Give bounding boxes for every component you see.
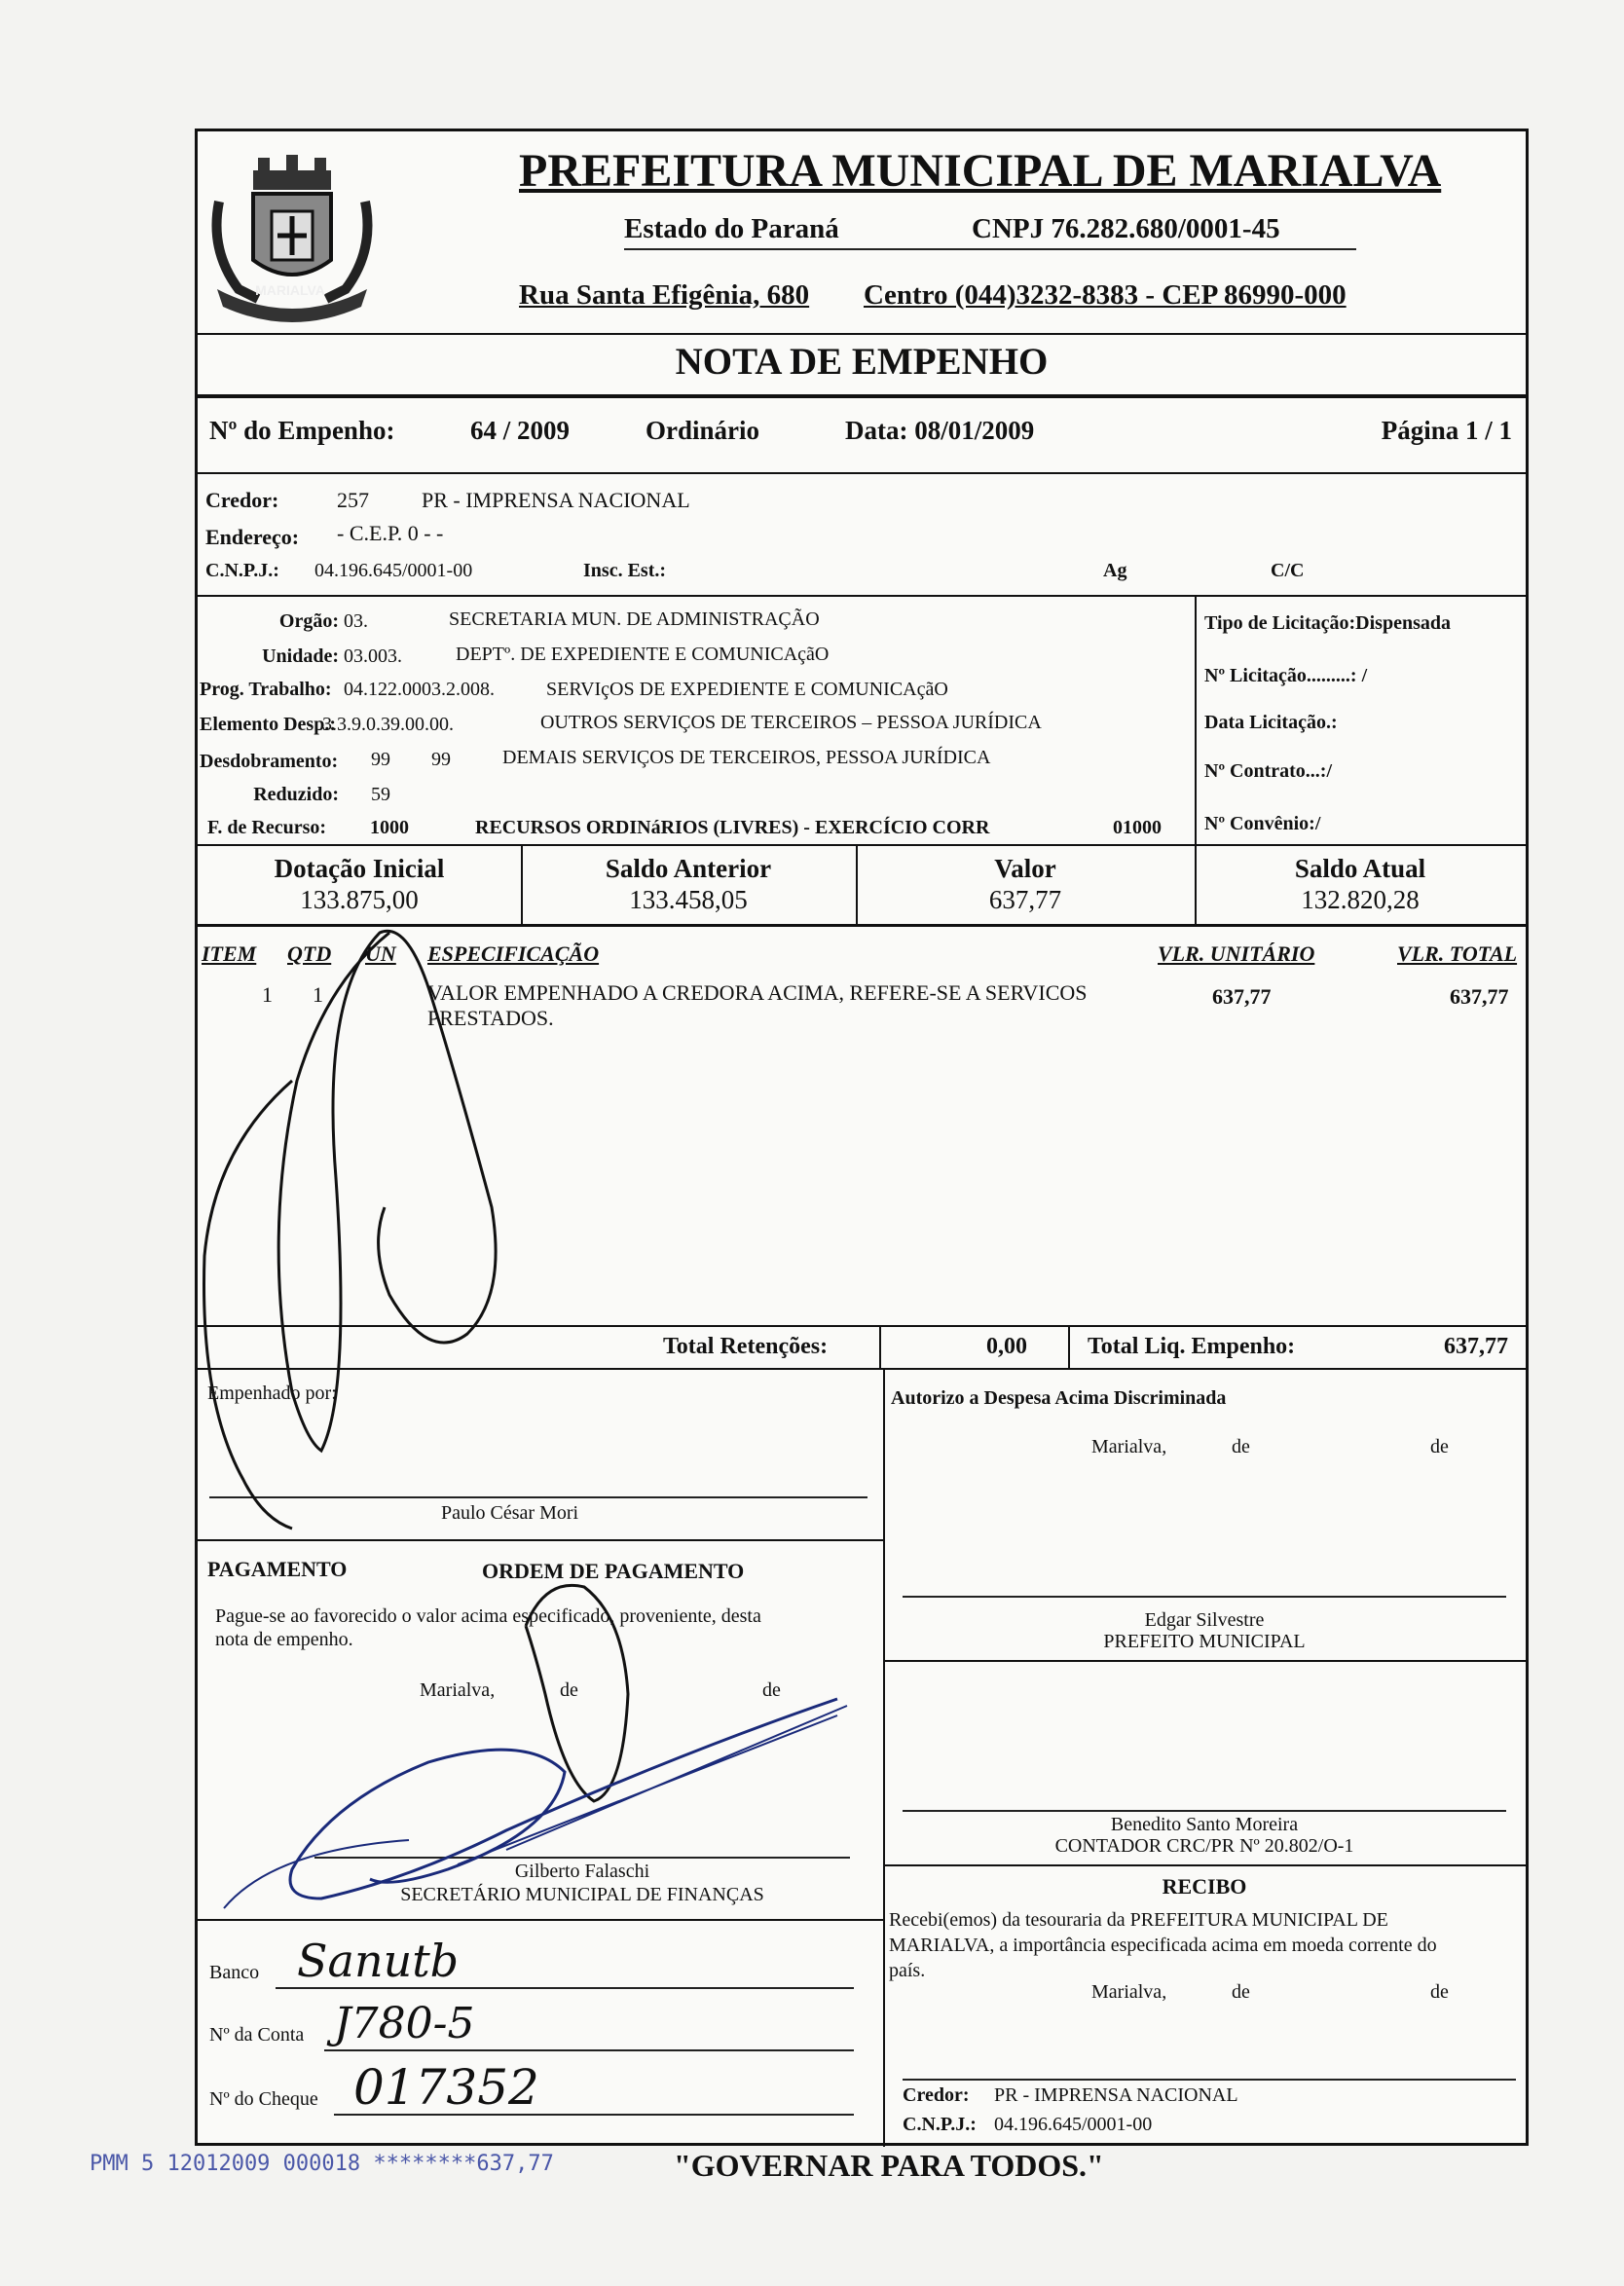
empenho-label: Nº do Empenho: xyxy=(209,416,395,445)
endereco-value: - C.E.P. 0 - - xyxy=(337,521,444,545)
secretario-title: SECRETÁRIO MUNICIPAL DE FINANÇAS xyxy=(400,1884,764,1905)
fonte-code-2: 01000 xyxy=(1113,817,1162,838)
elemento-label: Elemento Desp.: xyxy=(200,714,336,735)
cnpj-value: 04.196.645/0001-00 xyxy=(314,560,473,581)
saldo-anterior-label: Saldo Anterior xyxy=(605,854,772,883)
empenho-date: Data: 08/01/2009 xyxy=(845,416,1035,445)
conta-value: J780-5 xyxy=(334,1999,475,2048)
ordem-pagamento-label: ORDEM DE PAGAMENTO xyxy=(482,1559,745,1583)
contador-title: CONTADOR CRC/PR Nº 20.802/O-1 xyxy=(1054,1835,1354,1857)
tipo-licitacao: Tipo de Licitação:Dispensada xyxy=(1204,612,1451,634)
ordem-de-2: de xyxy=(762,1679,781,1701)
total-liquido-value: 637,77 xyxy=(1444,1334,1508,1359)
municipal-crest-logo xyxy=(200,143,385,328)
item-number: 1 xyxy=(262,982,273,1007)
recibo-text-line-2: MARIALVA, a importância especificada acima em moeda corrente do xyxy=(889,1935,1437,1956)
orgao-code: 03. xyxy=(344,610,368,632)
cnpj-header: CNPJ 76.282.680/0001-45 xyxy=(972,213,1280,244)
orgao-desc: SECRETARIA MUN. DE ADMINISTRAÇÃO xyxy=(449,608,820,630)
footer-motto: "GOVERNAR PARA TODOS." xyxy=(674,2148,1104,2183)
credor-name: PR - IMPRENSA NACIONAL xyxy=(422,488,690,512)
autorizo-de-2: de xyxy=(1430,1436,1449,1457)
unidade-desc: DEPTº. DE EXPEDIENTE E COMUNICAçãO xyxy=(456,644,830,665)
ordem-city: Marialva, xyxy=(420,1679,496,1701)
fonte-code: 1000 xyxy=(370,817,409,838)
header-address: Rua Santa Efigênia, 680 xyxy=(519,279,810,311)
cheque-value: 017352 xyxy=(353,2059,539,2116)
autorizo-label: Autorizo a Despesa Acima Discriminada xyxy=(891,1387,1227,1409)
numero-contrato: Nº Contrato...:/ xyxy=(1204,760,1333,782)
valor-value: 637,77 xyxy=(988,885,1062,914)
prefeito-title: PREFEITO MUNICIPAL xyxy=(1103,1631,1306,1652)
empenho-number: 64 / 2009 xyxy=(470,416,571,445)
banco-label: Banco xyxy=(209,1962,260,1983)
saldo-atual-label: Saldo Atual xyxy=(1294,854,1426,883)
total-liquido-label: Total Liq. Empenho: xyxy=(1088,1334,1296,1359)
state-name: Estado do Paraná xyxy=(624,213,839,244)
recibo-cnpj-label: C.N.P.J.: xyxy=(903,2114,977,2135)
recibo-cnpj-value: 04.196.645/0001-00 xyxy=(994,2114,1153,2135)
desdobramento-desc: DEMAIS SERVIÇOS DE TERCEIROS, PESSOA JURÍDICA xyxy=(502,747,991,768)
elemento-code: 3.3.9.0.39.00.00. xyxy=(322,714,454,735)
credor-label: Credor: xyxy=(205,488,279,512)
valor-label: Valor xyxy=(994,854,1056,883)
empenho-form xyxy=(195,129,1529,2146)
recibo-de-2: de xyxy=(1430,1981,1449,2003)
reduzido-label: Reduzido: xyxy=(253,784,339,805)
total-retencoes-value: 0,00 xyxy=(986,1334,1027,1359)
elemento-desc: OUTROS SERVIÇOS DE TERCEIROS – PESSOA JURÍDICA xyxy=(540,712,1042,733)
endereco-label: Endereço: xyxy=(205,525,300,549)
page-title: PREFEITURA MUNICIPAL DE MARIALVA xyxy=(519,145,1442,197)
item-description-line-2: PRESTADOS. xyxy=(427,1006,554,1030)
autorizo-city: Marialva, xyxy=(1091,1436,1167,1457)
dotacao-value: 133.875,00 xyxy=(300,885,419,914)
unidade-code: 03.003. xyxy=(344,645,402,667)
crest-ribbon-text: MARIALVA xyxy=(255,282,325,298)
item-qty: 1 xyxy=(313,982,323,1007)
dotacao-label: Dotação Inicial xyxy=(274,854,445,883)
recibo-title: RECIBO xyxy=(1162,1874,1247,1899)
numero-licitacao: Nº Licitação.........: / xyxy=(1204,665,1368,686)
fonte-desc: RECURSOS ORDINáRIOS (LIVRES) - EXERCÍCIO CORR xyxy=(475,817,990,838)
recibo-credor-value: PR - IMPRENSA NACIONAL xyxy=(994,2084,1238,2106)
insc-est-label: Insc. Est.: xyxy=(583,560,667,581)
desdobramento-code-2: 99 xyxy=(431,749,451,770)
item-description-line-1: VALOR EMPENHADO A CREDORA ACIMA, REFERE-SE A SERVICOS xyxy=(427,980,1088,1005)
document-title: NOTA DE EMPENHO xyxy=(675,341,1049,383)
pagamento-label: PAGAMENTO xyxy=(207,1557,348,1581)
recibo-text-line-1: Recebi(emos) da tesouraria da PREFEITURA MUNICIPAL DE xyxy=(889,1909,1388,1931)
item-unit-value: 637,77 xyxy=(1212,984,1272,1009)
cashier-stamp: PMM 5 12012009 000018 ********637,77 xyxy=(90,2152,554,2176)
ordem-text-line-2: nota de empenho. xyxy=(215,1629,353,1650)
item-total-value: 637,77 xyxy=(1450,984,1509,1009)
secretario-name: Gilberto Falaschi xyxy=(514,1861,650,1882)
conta-label: Nº da Conta xyxy=(209,2024,305,2046)
cheque-label: Nº do Cheque xyxy=(209,2088,318,2110)
contador-name: Benedito Santo Moreira xyxy=(1110,1814,1299,1835)
unidade-label: Unidade: xyxy=(262,645,339,667)
recibo-text-line-3: país. xyxy=(889,1960,926,1981)
saldo-atual-value: 132.820,28 xyxy=(1301,885,1420,914)
page-number: Página 1 / 1 xyxy=(1381,416,1512,445)
data-licitacao: Data Licitação.: xyxy=(1204,712,1338,733)
ordem-text-line-1: Pague-se ao favorecido o valor acima especificado, proveniente, desta xyxy=(215,1605,761,1627)
empenhado-por-label: Empenhado por: xyxy=(207,1383,337,1404)
header-contact: Centro (044)3232-8383 - CEP 86990-000 xyxy=(864,279,1347,311)
account-label: C/C xyxy=(1271,560,1305,581)
col-un: UN xyxy=(365,941,396,966)
orgao-label: Orgão: xyxy=(278,610,339,632)
desdobramento-label: Desdobramento: xyxy=(200,751,339,772)
empenhado-por-name: Paulo César Mori xyxy=(441,1502,579,1524)
cnpj-label: C.N.P.J.: xyxy=(205,560,279,581)
empenho-type: Ordinário xyxy=(646,416,760,445)
prog-desc: SERVIçOS DE EXPEDIENTE E COMUNICAçãO xyxy=(546,679,948,700)
total-retencoes-label: Total Retenções: xyxy=(663,1334,829,1359)
col-item: ITEM xyxy=(202,941,257,966)
col-valor-total: VLR. TOTAL xyxy=(1397,941,1518,966)
credor-code: 257 xyxy=(337,488,369,512)
saldo-anterior-value: 133.458,05 xyxy=(629,885,748,914)
fonte-label: F. de Recurso: xyxy=(207,817,327,838)
ordem-de-1: de xyxy=(560,1679,578,1701)
reduzido-code: 59 xyxy=(371,784,390,805)
prog-code: 04.122.0003.2.008. xyxy=(344,679,495,700)
prefeito-name: Edgar Silvestre xyxy=(1144,1609,1265,1631)
numero-convenio: Nº Convênio:/ xyxy=(1204,813,1321,834)
autorizo-de-1: de xyxy=(1232,1436,1250,1457)
desdobramento-code-1: 99 xyxy=(371,749,390,770)
col-qtd: QTD xyxy=(287,941,332,966)
recibo-city: Marialva, xyxy=(1091,1981,1167,2003)
prog-label: Prog. Trabalho: xyxy=(200,679,332,700)
col-valor-unitario: VLR. UNITÁRIO xyxy=(1158,941,1315,966)
banco-value: Sanutb xyxy=(297,1935,460,1987)
col-especificacao: ESPECIFICAÇÃO xyxy=(427,941,600,966)
recibo-credor-label: Credor: xyxy=(903,2084,970,2106)
recibo-de-1: de xyxy=(1232,1981,1250,2003)
agency-label: Ag xyxy=(1103,560,1127,581)
